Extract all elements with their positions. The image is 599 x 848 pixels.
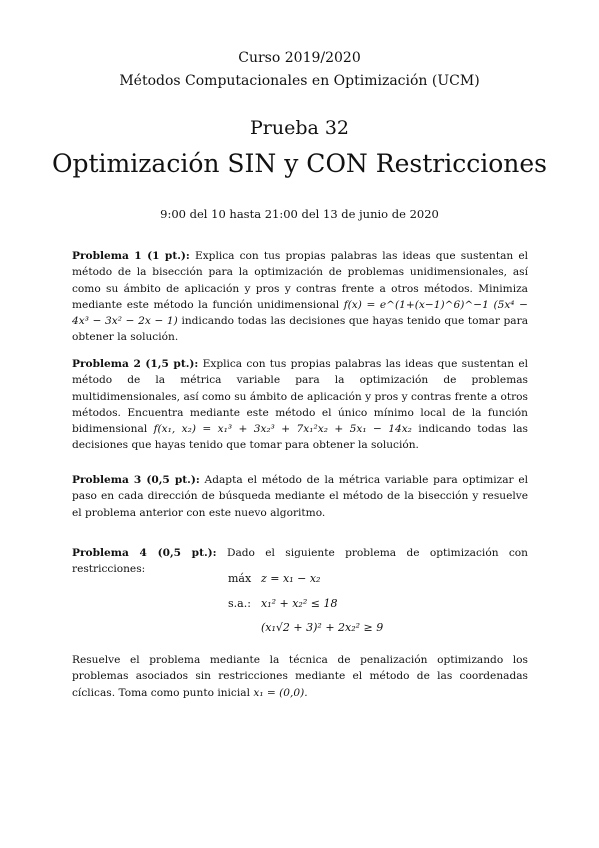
- problem-2-formula: f(x₁, x₂) = x₁³ + 3x₂³ + 7x₁²x₂ + 5x₁ − 14x₂: [153, 423, 412, 436]
- test-number: Prueba 32: [249, 117, 350, 139]
- problem-1-formula: f(x) = e^(1+(x−1)^6)^−1 (5x⁴ − 4x³ − 3x² − 2x − 1): [72, 298, 528, 328]
- problem-4-continuation: [72, 652, 528, 701]
- problem-3: [72, 472, 528, 521]
- subject-to-label: s.a.:: [228, 597, 251, 610]
- course-subject: Métodos Computacionales en Optimización (UCM): [119, 73, 480, 89]
- problem-4-text-a: Dado el siguiente problema de optimización con restricciones:: [72, 547, 528, 576]
- page-title: Optimización SIN y CON Restricciones: [52, 149, 547, 178]
- course-year: Curso 2019/2020: [238, 50, 361, 66]
- problem-2-text-a: Explica con tus propias palabras las ideas que sustentan el método de la métrica variable para la optimización de problemas multidimensionales, así como su ámbito de aplicación y pros y contras frente a otros métodos. Encuentra mediante este método el único mínimo local de la función bidimensional: [72, 358, 528, 436]
- problem-2-text-b: indicando todas las decisiones que hayas tenido que tomar para obtener la solución.: [72, 423, 528, 452]
- constraint-1: x₁² + x₂² ≤ 18: [261, 597, 338, 610]
- problem-2: [72, 356, 528, 454]
- problem-4-text-b: Resuelve el problema mediante la técnica de penalización optimizando los problemas asociados sin restricciones mediante el método de las coordenadas cíclicas. Toma como punto inicial: [72, 654, 528, 699]
- max-label: máx: [228, 572, 252, 585]
- problem-3-text-a: Adapta el método de la métrica variable para optimizar el paso en cada dirección de búsqueda mediante el método de la bisección y resuelve el problema anterior con este nuevo algoritmo.: [72, 474, 529, 519]
- constraint-2: (x₁√2 + 3)² + 2x₂² ≥ 9: [261, 621, 384, 634]
- problem-2-label: Problema 2 (1,5 pt.):: [72, 358, 199, 370]
- problem-4-label: Problema 4 (0,5 pt.):: [72, 547, 217, 559]
- problem-3-label: Problema 3 (0,5 pt.):: [72, 474, 200, 486]
- problem-1-label: Problema 1 (1 pt.):: [72, 250, 190, 262]
- initial-point: x₁ = (0,0).: [253, 686, 308, 699]
- problem-1-text-a: Explica con tus propias palabras las ideas que sustentan el método de la bisección para la optimización de problemas unidimensionales, así como su ámbito de aplicación y pros y contras frente a otros métodos. Minimiza mediante este método la función unidimensional: [72, 250, 529, 311]
- exam-dates: 9:00 del 10 hasta 21:00 del 13 de junio de 2020: [160, 207, 439, 221]
- problem-1-text-b: indicando todas las decisiones que hayas tenido que tomar para obtener la solución.: [72, 315, 529, 344]
- objective-function: z = x₁ − x₂: [261, 572, 321, 585]
- problem-1: [72, 248, 528, 346]
